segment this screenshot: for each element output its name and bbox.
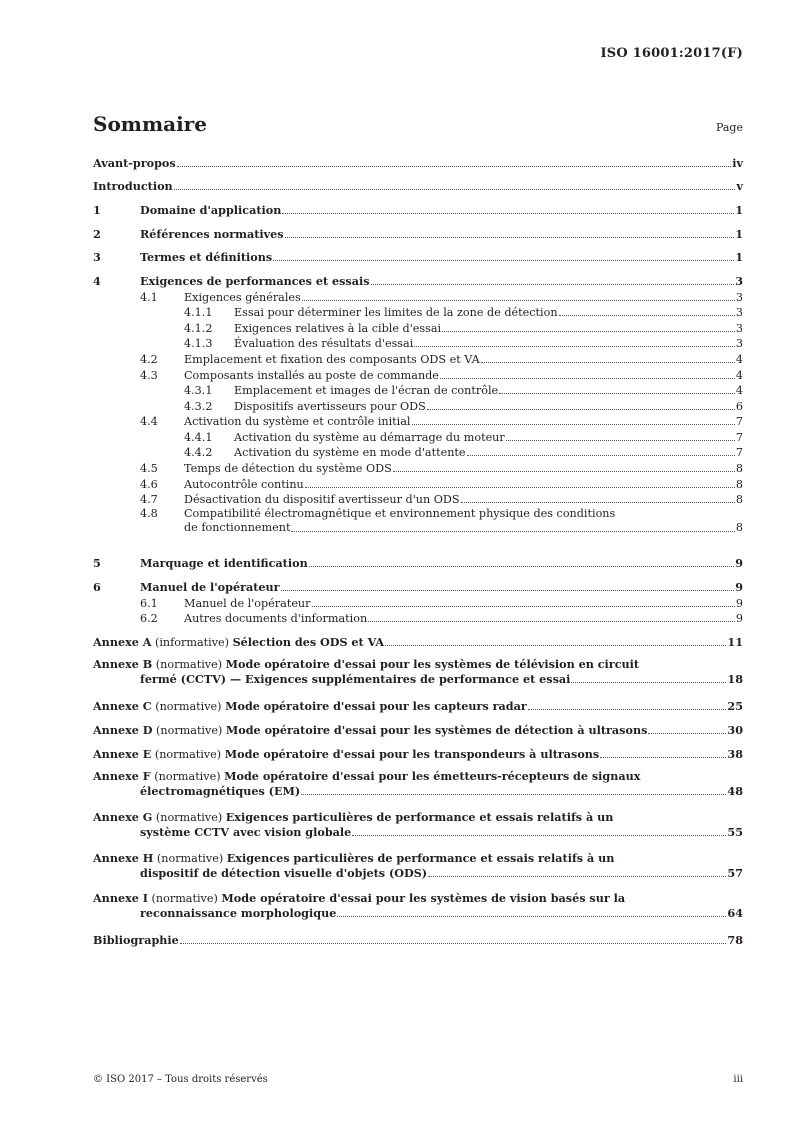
toc-entry-text: Introduction [93,179,173,193]
leader-dots [428,876,726,877]
leader-dots [393,471,735,472]
section-number: 1 [93,203,101,217]
toc-entry-page: 78 [727,933,743,947]
leader-dots [442,331,735,332]
toc-entry-page: 64 [727,906,743,920]
toc-entry-page: 38 [727,747,743,761]
toc-entry-text: Compatibilité électromagnétique et environnement physique des conditions [184,507,616,520]
annex-kind: (informative) [151,636,233,649]
toc-entry-page: 4 [735,369,743,382]
section-number: 4.4.2 [184,446,213,459]
toc-entry-page: iv [732,156,743,170]
annex-title: Exigences particulières de performance et essais relatifs à un [225,810,614,824]
toc-entry-4-1[interactable] [93,291,743,304]
annex-title-continued: électromagnétiques (EM) [140,784,301,798]
toc-entry-annex-b[interactable] [93,657,743,686]
leader-dots [600,757,726,758]
annex-label: Annexe I [93,891,148,905]
annex-title: Sélection des ODS et VA [232,635,385,649]
toc-entry-4-2[interactable] [93,353,743,366]
annex-kind: (normative) [147,892,222,905]
toc-entry-page: 3 [735,291,743,304]
toc-entry-page: 8 [735,478,743,491]
toc-entry-page: 9 [735,597,743,610]
toc-entry-page: 30 [727,723,743,737]
toc-entry-page: 8 [735,521,743,534]
toc-entry-text: Marquage et identification [140,556,308,570]
toc-entry-4-4-1[interactable] [93,431,743,444]
section-number: 2 [93,227,101,241]
toc-entry-text-continued: de fonctionnement [184,521,291,534]
section-number: 4.2 [140,353,158,366]
toc-entry-text: Termes et définitions [140,250,273,264]
section-number: 4.1.1 [184,306,213,319]
leader-dots [312,606,735,607]
toc-entry-text: Manuel de l'opérateur [184,597,311,610]
toc-entry-6-2[interactable] [93,612,743,625]
section-number: 4.3 [140,369,158,382]
toc-entry-page: 11 [727,635,743,649]
section-number: 4.3.1 [184,384,213,397]
standard-id: ISO 16001:2017(F) [600,46,743,61]
toc-entry-4-3-1[interactable] [93,384,743,397]
toc-entry-page: 8 [735,462,743,475]
toc-entry-annex-h[interactable] [93,851,743,880]
toc-entry-text: Emplacement et fixation des composants ODS et VA [184,353,480,366]
toc-entry-text: Avant-propos [93,156,176,170]
toc-entry-text: Domaine d'application [140,203,282,217]
toc-entry-6-1[interactable] [93,597,743,610]
toc-entry-text: Activation du système et contrôle initial [184,415,411,428]
annex-title: Mode opératoire d'essai pour les systèmes de télévision en circuit [225,657,640,671]
section-number: 6 [93,580,101,594]
toc-entry-5[interactable] [93,557,743,570]
toc-entry-text: Composants installés au poste de commande [184,369,439,382]
leader-dots [309,566,735,567]
toc-entry-page: 1 [735,227,743,241]
toc-entry-annex-f[interactable] [93,769,743,798]
annex-title: Mode opératoire d'essai pour les systèmes de détection à ultrasons [225,723,648,737]
toc-entry-page: 48 [727,784,743,798]
leader-dots [281,590,735,591]
leader-dots [461,502,735,503]
toc-entry-4-3[interactable] [93,369,743,382]
toc-entry-page: 57 [727,866,743,880]
annex-title-continued: système CCTV avec vision globale [140,825,352,839]
annex-title: Mode opératoire d'essai pour les capteurs radar [225,699,527,713]
annex-kind: (normative) [151,748,225,761]
annex-title: Exigences particulières de performance et essais relatifs à un [226,851,615,865]
toc-entry-page: 18 [727,672,743,686]
toc-entry-4-4[interactable] [93,415,743,428]
leader-dots [301,794,726,795]
toc-entry-page: 3 [735,274,743,288]
section-number: 4.4 [140,415,158,428]
section-number: 6.2 [140,612,158,625]
annex-title-continued: reconnaissance morphologique [140,906,337,920]
footer-copyright: © ISO 2017 – Tous droits réservés [93,1074,268,1085]
toc-entry-text: Autres documents d'information [184,612,368,625]
toc-entry-annex-i[interactable] [93,891,743,920]
toc-entry-page: 3 [735,337,743,350]
leader-dots [352,835,726,836]
leader-dots [427,409,735,410]
leader-dots [174,189,736,190]
leader-dots [302,300,735,301]
toc-entry-6[interactable] [93,581,743,594]
toc-entry-page: 6 [735,400,743,413]
toc-entry-1[interactable] [93,204,743,217]
toc-entry-text: Désactivation du dispositif avertisseur d'un ODS [184,493,460,506]
leader-dots [285,237,735,238]
toc-entry-page: 1 [735,250,743,264]
section-number: 4 [93,274,101,288]
leader-dots [528,709,727,710]
footer-page-number: iii [733,1074,743,1085]
leader-dots [385,645,726,646]
section-number: 6.1 [140,597,158,610]
section-number: 4.1.3 [184,337,213,350]
page-title: Sommaire [93,112,207,136]
toc-entry-text: Temps de détection du système ODS [184,462,392,475]
leader-dots [180,943,727,944]
toc-entry-page: 55 [727,825,743,839]
page-column-label: Page [715,121,743,134]
toc-entry-4-3-2[interactable] [93,400,743,413]
annex-kind: (normative) [152,811,226,824]
section-number: 3 [93,250,101,264]
toc-entry-annex-e[interactable] [93,748,743,761]
section-number: 4.3.2 [184,400,213,413]
leader-dots [273,260,734,261]
toc-entry-text: Exigences générales [184,291,301,304]
annex-label: Annexe F [93,769,151,783]
section-number: 4.1.2 [184,322,213,335]
leader-dots [337,916,726,917]
toc-entry-avant-propos[interactable] [93,157,743,170]
toc-entry-text: Exigences de performances et essais [140,274,370,288]
annex-kind: (normative) [153,852,227,865]
toc-entry-page: 25 [727,699,743,713]
annex-title: Mode opératoire d'essai pour les systèmes de vision basés sur la [221,891,626,905]
leader-dots [177,166,732,167]
toc-entry-text: Dispositifs avertisseurs pour ODS [234,400,426,413]
toc-entry-introduction[interactable] [93,180,743,193]
leader-dots [481,362,735,363]
toc-entry-text: Autocontrôle continu [184,478,304,491]
toc-entry-4-8[interactable] [93,507,743,535]
section-number: 4.5 [140,462,158,475]
toc-entry-4-7[interactable] [93,493,743,506]
annex-kind: (normative) [150,770,225,783]
toc-heading-row [93,112,743,136]
toc-entry-text: Bibliographie [93,933,179,947]
toc-entry-4-5[interactable] [93,462,743,475]
toc-entry-bibliographie[interactable] [93,934,743,947]
toc-entry-text: Évaluation des résultats d'essai [234,337,414,350]
toc-entry-page: 3 [735,322,743,335]
leader-dots [571,682,726,683]
toc-entry-2[interactable] [93,228,743,241]
toc-entry-page: 3 [735,306,743,319]
leader-dots [291,531,734,532]
toc-entry-page: 4 [735,353,743,366]
annex-label: Annexe D [93,723,153,737]
annex-kind: (normative) [152,658,226,671]
annex-title: Mode opératoire d'essai pour les émetteurs-récepteurs de signaux [224,769,641,783]
leader-dots [414,346,735,347]
annex-kind: (normative) [152,724,226,737]
toc-entry-page: 9 [735,580,743,594]
toc-entry-3[interactable] [93,251,743,264]
leader-dots [440,378,735,379]
annex-label: Annexe G [93,810,153,824]
toc-entry-4-1-3[interactable] [93,337,743,350]
annex-label: Annexe H [93,851,154,865]
section-number: 4.7 [140,493,158,506]
toc-entry-text: Activation du système au démarrage du moteur [234,431,505,444]
toc-entry-text: Exigences relatives à la cible d'essai [234,322,442,335]
leader-dots [368,621,735,622]
leader-dots [506,440,735,441]
toc-entry-4-4-2[interactable] [93,446,743,459]
annex-label: Annexe E [93,747,152,761]
annex-label: Annexe A [93,635,152,649]
annex-label: Annexe C [93,699,152,713]
leader-dots [559,315,735,316]
leader-dots [467,455,735,456]
toc-entry-4-1-2[interactable] [93,322,743,335]
toc-entry-page: 8 [735,493,743,506]
toc-entry-annex-g[interactable] [93,810,743,839]
toc-entry-text: Références normatives [140,227,284,241]
toc-entry-text: Activation du système en mode d'attente [234,446,466,459]
toc-entry-page: 7 [735,446,743,459]
toc-entry-4-6[interactable] [93,478,743,491]
annex-title-continued: dispositif de détection visuelle d'objets (ODS) [140,866,428,880]
toc-entry-text: Emplacement et images de l'écran de contrôle [234,384,499,397]
toc-entry-annex-a[interactable] [93,636,743,649]
section-number: 5 [93,556,101,570]
toc-entry-text: Essai pour déterminer les limites de la zone de détection [234,306,558,319]
leader-dots [371,284,735,285]
leader-dots [412,424,735,425]
leader-dots [282,213,734,214]
toc-entry-page: 9 [735,612,743,625]
section-number: 4.4.1 [184,431,213,444]
toc-entry-annex-d[interactable] [93,724,743,737]
section-number: 4.6 [140,478,158,491]
annex-title: Mode opératoire d'essai pour les transpondeurs à ultrasons [224,747,600,761]
toc-entry-page: v [736,179,743,193]
annex-title-continued: fermé (CCTV) — Exigences supplémentaires de performance et essai [140,672,571,686]
toc-entry-page: 4 [735,384,743,397]
toc-entry-annex-c[interactable] [93,700,743,713]
leader-dots [305,487,735,488]
toc-entry-page: 9 [735,556,743,570]
leader-dots [648,733,726,734]
toc-entry-page: 7 [735,431,743,444]
section-number: 4.1 [140,291,158,304]
annex-kind: (normative) [151,700,226,713]
toc-entry-text: Manuel de l'opérateur [140,580,280,594]
toc-entry-4-1-1[interactable] [93,306,743,319]
leader-dots [499,393,735,394]
toc-entry-4[interactable] [93,275,743,288]
toc-entry-page: 7 [735,415,743,428]
annex-label: Annexe B [93,657,153,671]
toc-entry-page: 1 [735,203,743,217]
section-number: 4.8 [140,507,158,520]
